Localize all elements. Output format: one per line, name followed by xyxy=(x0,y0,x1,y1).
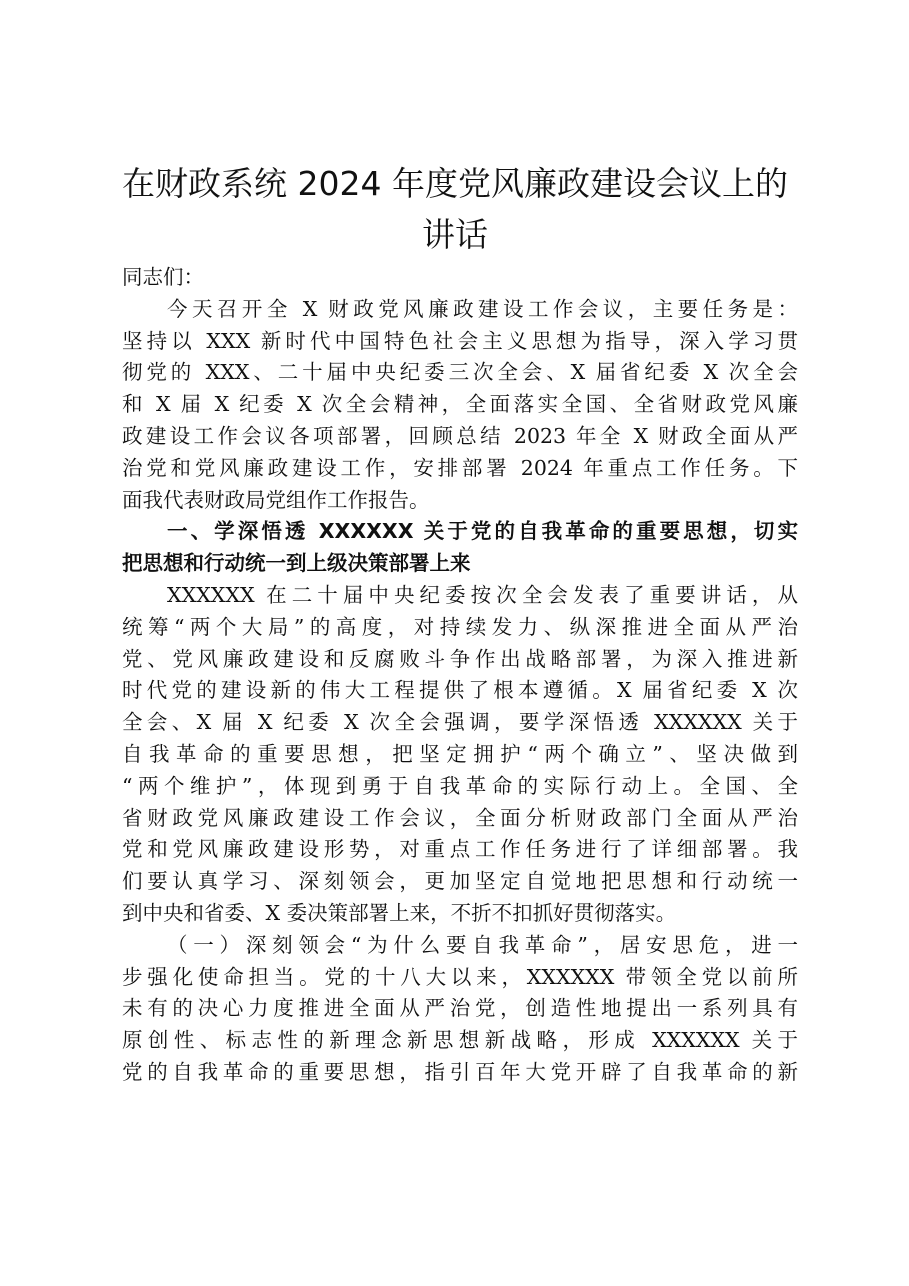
paragraph-line: 自我革命的重要思想，把坚定拥护“两个确立”、坚决做到 xyxy=(122,741,798,766)
paragraph-line: 今天召开全 X 财政党风廉政建设工作会议，主要任务是： xyxy=(167,296,798,321)
paragraph-line: 彻党的 XXX、二十届中央纪委三次全会、X 届省纪委 X 次全会 xyxy=(122,360,798,385)
document-body xyxy=(122,262,798,1089)
title-line-1: 在财政系统 2024 年度党风廉政建设会议上的 xyxy=(122,164,788,203)
salutation: 同志们： xyxy=(122,265,204,289)
section-heading-1 xyxy=(122,516,798,580)
paragraph-line: 时代党的建设新的伟大工程提供了根本遵循。X 届省纪委 X 次 xyxy=(122,678,798,703)
paragraph-subsection-1 xyxy=(122,930,798,1089)
paragraph-line: 政建设工作会议各项部署，回顾总结 2023 年全 X 财政全面从严 xyxy=(122,423,798,448)
paragraph-line: 坚持以 XXX 新时代中国特色社会主义思想为指导，深入学习贯 xyxy=(122,328,798,353)
paragraph-line: （一）深刻领会“为什么要自我革命”，居安思危，进一 xyxy=(167,932,798,957)
paragraph-line: 省财政党风廉政建设工作会议，全面分析财政部门全面从严治 xyxy=(122,805,798,830)
paragraph-line: 未有的决心力度推进全面从严治党，创造性地提出一系列具有 xyxy=(122,996,798,1021)
paragraph-line: “两个维护”，体现到勇于自我革命的实际行动上。全国、全 xyxy=(122,773,798,798)
paragraph-line: 全会、X 届 X 纪委 X 次全会强调，要学深悟透 XXXXXX 关于 xyxy=(122,710,798,735)
paragraph-line: 到中央和省委、X 委决策部署上来，不折不扣抓好贯彻落实。 xyxy=(122,900,677,925)
title-line-2: 讲话 xyxy=(422,215,488,254)
paragraph-line: 步强化使命担当。党的十八大以来，XXXXXX 带领全党以前所 xyxy=(122,964,798,989)
heading-line: 把思想和行动统一到上级决策部署上来 xyxy=(122,551,471,576)
paragraph-section-1 xyxy=(122,580,798,930)
document-title xyxy=(110,158,800,260)
paragraph-line: 党和党风廉政建设形势，对重点工作任务进行了详细部署。我 xyxy=(122,837,798,862)
paragraph-line: XXXXXX 在二十届中央纪委按次全会发表了重要讲话，从 xyxy=(167,582,798,607)
paragraph-line: 原创性、标志性的新理念新思想新战略，形成 XXXXXX 关于 xyxy=(122,1028,798,1053)
paragraph-line: 面我代表财政局党组作工作报告。 xyxy=(122,487,430,512)
paragraph-line: 们要认真学习、深刻领会，更加坚定自觉地把思想和行动统一 xyxy=(122,869,798,894)
paragraph-line: 党的自我革命的重要思想，指引百年大党开辟了自我革命的新 xyxy=(122,1059,798,1084)
paragraph-line: 和 X 届 X 纪委 X 次全会精神，全面落实全国、全省财政党风廉 xyxy=(122,392,798,417)
paragraph-intro xyxy=(122,294,798,517)
paragraph-line: 治党和党风廉政建设工作，安排部署 2024 年重点工作任务。下 xyxy=(122,455,798,480)
heading-line: 一、学深悟透 XXXXXX 关于党的自我革命的重要思想，切实 xyxy=(167,519,798,544)
paragraph-line: 党、党风廉政建设和反腐败斗争作出战略部署，为深入推进新 xyxy=(122,646,798,671)
paragraph-line: 统筹“两个大局”的高度，对持续发力、纵深推进全面从严治 xyxy=(122,614,798,639)
